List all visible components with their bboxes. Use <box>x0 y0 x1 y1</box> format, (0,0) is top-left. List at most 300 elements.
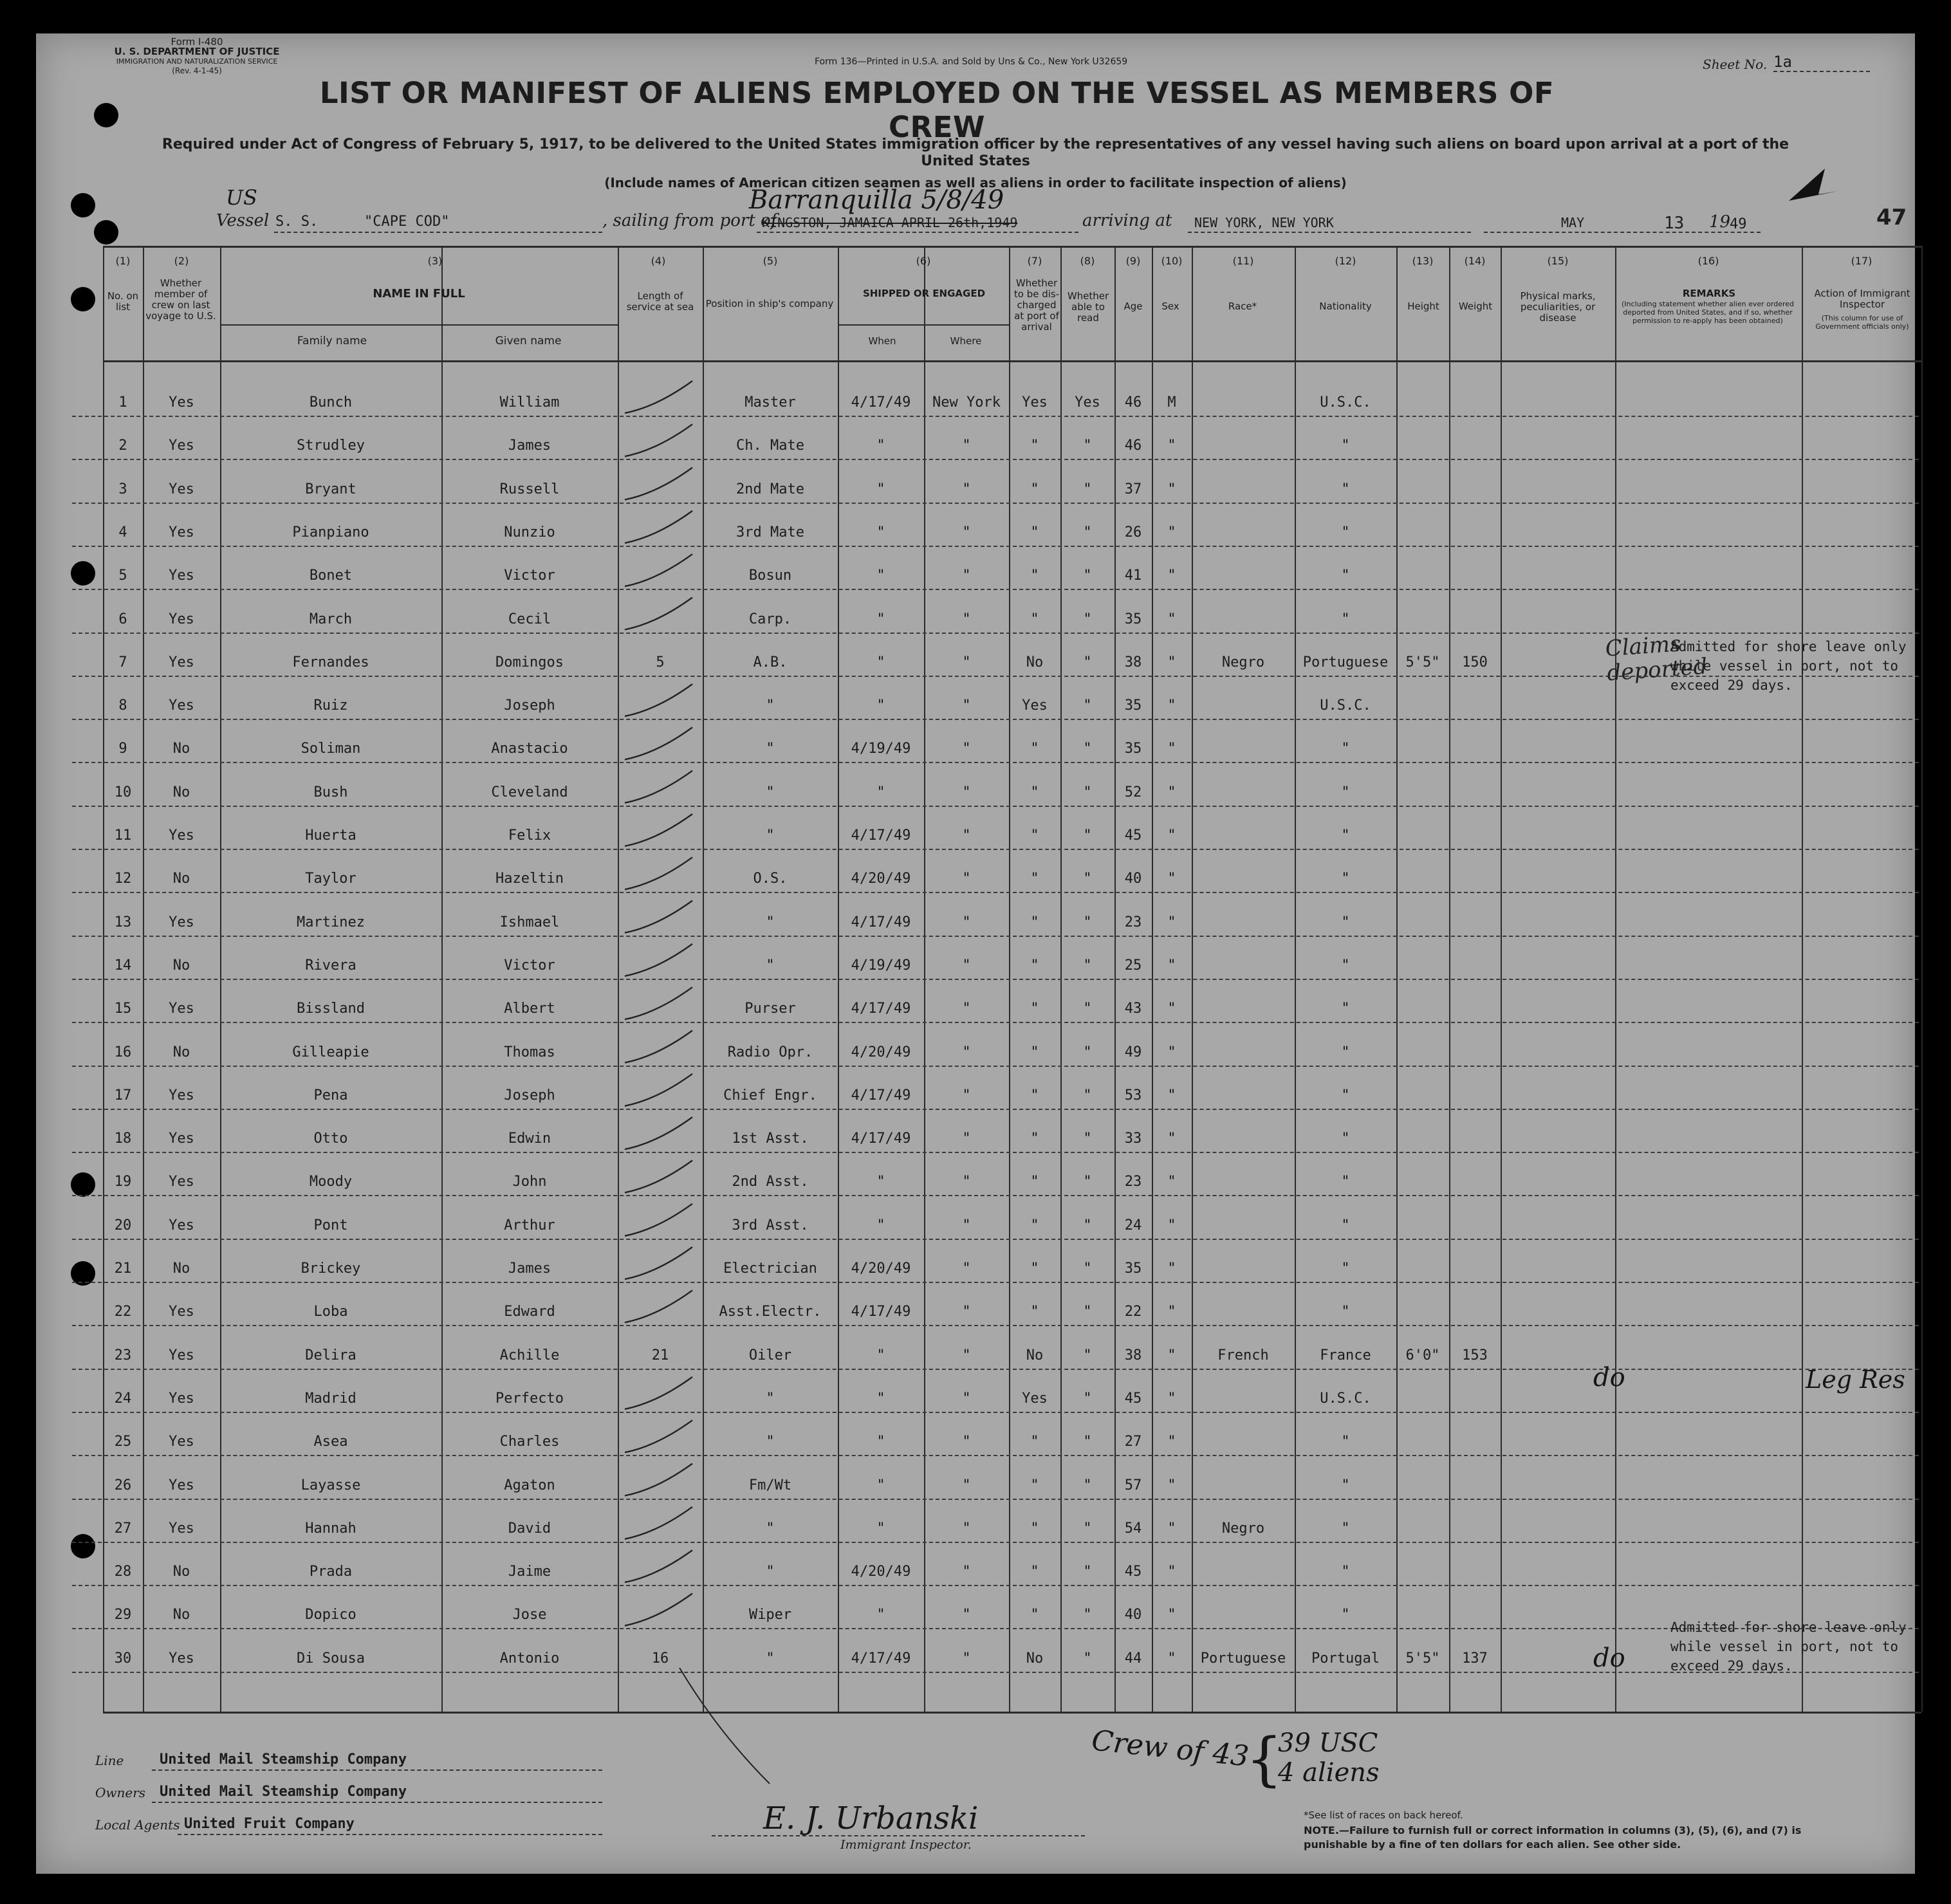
column-number: (6) <box>916 255 931 267</box>
cell-weight: 137 <box>1462 1650 1488 1667</box>
cell-read: " <box>1083 957 1092 974</box>
cell-nationality: " <box>1341 1001 1350 1017</box>
cell-where: " <box>962 568 971 584</box>
cell-prev: Yes <box>169 1477 194 1493</box>
cell-read: " <box>1083 784 1092 800</box>
cell-family: Pont <box>313 1217 348 1234</box>
cell-when: " <box>876 438 885 454</box>
check-mark <box>625 598 692 630</box>
cell-discharged: " <box>1030 1174 1039 1190</box>
sheet-number: 1a <box>1773 53 1870 72</box>
service-name: IMMIGRATION AND NATURALIZATION SERVICE <box>116 57 278 66</box>
cell-discharged: " <box>1030 1131 1039 1147</box>
cell-prev: Yes <box>169 394 194 411</box>
cell-given: James <box>508 438 551 454</box>
cell-no: 5 <box>118 568 127 584</box>
vessel-name: "CAPE COD" <box>364 214 450 230</box>
cell-discharged: No <box>1026 1347 1044 1363</box>
cell-family: Otto <box>313 1131 348 1147</box>
cell-prev: Yes <box>169 914 194 930</box>
cell-given: Joseph <box>504 698 555 714</box>
cell-read: " <box>1083 1347 1092 1363</box>
cell-family: Huerta <box>305 827 356 844</box>
cell-nationality: " <box>1341 611 1350 627</box>
pointer-mark <box>1789 169 1838 201</box>
column-number: (11) <box>1232 255 1254 267</box>
cell-family: Bush <box>313 784 348 800</box>
cell-prev: No <box>172 741 190 757</box>
header-sex: Sex <box>1161 300 1179 312</box>
cell-given: Albert <box>504 1001 555 1017</box>
cell-when: " <box>876 698 885 714</box>
cell-read: " <box>1083 1650 1092 1667</box>
column-number: (17) <box>1851 255 1872 267</box>
cell-where: " <box>962 1434 971 1450</box>
header-position: Position in ship's company <box>705 298 834 310</box>
header-shipped: SHIPPED OR ENGAGED <box>862 288 986 299</box>
cell-age: 45 <box>1124 827 1142 844</box>
cell-no: 26 <box>114 1477 132 1493</box>
check-mark <box>625 901 692 933</box>
cell-prev: Yes <box>169 1304 194 1320</box>
cell-discharged: " <box>1030 1564 1039 1580</box>
races-note: *See list of races on back hereof. <box>1304 1809 1463 1821</box>
cell-where: " <box>962 1347 971 1363</box>
cell-prev: Yes <box>169 1650 194 1667</box>
column-number: (8) <box>1080 255 1095 267</box>
cell-given: Victor <box>504 957 555 974</box>
cell-nationality: " <box>1341 784 1350 800</box>
cell-discharged: " <box>1030 1520 1039 1537</box>
cell-nationality: " <box>1341 1261 1350 1277</box>
cell-prev: Yes <box>169 1391 194 1407</box>
cell-when: " <box>876 1607 885 1623</box>
vessel-prefix-handwritten: US <box>226 185 257 210</box>
cell-nationality: " <box>1341 1131 1350 1147</box>
cell-sex: " <box>1167 784 1176 800</box>
cell-where: " <box>962 1650 971 1667</box>
cell-family: Dopico <box>305 1607 356 1623</box>
cell-no: 25 <box>114 1434 132 1450</box>
cell-where: " <box>962 524 971 541</box>
cell-when: 4/19/49 <box>851 741 911 757</box>
cell-where: " <box>962 611 971 627</box>
penalty-note: NOTE.—Failure to furnish full or correct information in columns (3), (5), (6), and (7) is punishable by a fine of ten dollars for each alien. See other side. <box>1304 1824 1802 1851</box>
cell-given: Jose <box>512 1607 547 1623</box>
cell-age: 37 <box>1124 481 1142 497</box>
cell-sex: " <box>1167 1347 1176 1363</box>
column-number: (9) <box>1125 255 1141 267</box>
cell-sex: M <box>1167 394 1176 411</box>
cell-where: " <box>962 1261 971 1277</box>
cell-given: James <box>508 1261 551 1277</box>
cell-when: " <box>876 1217 885 1234</box>
cell-position: " <box>766 784 775 800</box>
cell-family: Brickey <box>301 1261 361 1277</box>
cell-read: " <box>1083 871 1092 887</box>
cell-where: " <box>962 1564 971 1580</box>
cell-position: O.S. <box>753 871 788 887</box>
cell-discharged: " <box>1030 1217 1039 1234</box>
cell-age: 49 <box>1124 1044 1142 1060</box>
cell-family: Bonet <box>309 568 353 584</box>
cell-given: Edwin <box>508 1131 551 1147</box>
remark-row7-handwritten: Claims deported <box>1604 631 1708 687</box>
cell-no: 30 <box>114 1650 132 1667</box>
column-number: (16) <box>1697 255 1719 267</box>
cell-age: 25 <box>1124 957 1142 974</box>
port-struck: KINGSTON, JAMAICA APRIL 26th,1949 <box>762 215 1018 230</box>
cell-nationality: " <box>1341 1607 1350 1623</box>
cell-when: " <box>876 1434 885 1450</box>
cell-age: 35 <box>1124 611 1142 627</box>
cell-read: " <box>1083 1391 1092 1407</box>
check-mark <box>625 1074 692 1106</box>
cell-given: Nunzio <box>504 524 555 541</box>
cell-position: Radio Opr. <box>727 1044 813 1060</box>
owners-label: Owners <box>95 1785 146 1800</box>
cell-sex: " <box>1167 1520 1176 1537</box>
cell-sex: " <box>1167 1391 1176 1407</box>
check-mark <box>625 771 692 803</box>
cell-nationality: " <box>1341 1304 1350 1320</box>
cell-sex: " <box>1167 1607 1176 1623</box>
header-where: Where <box>950 335 982 347</box>
column-number: (15) <box>1547 255 1569 267</box>
cell-no: 22 <box>114 1304 132 1320</box>
cell-sex: " <box>1167 1477 1176 1493</box>
cell-prev: Yes <box>169 1001 194 1017</box>
agents-value: United Fruit Company <box>184 1816 355 1832</box>
cell-weight: 153 <box>1462 1347 1488 1363</box>
year-prefix: 19 <box>1709 212 1731 232</box>
cell-family: Strudley <box>297 438 365 454</box>
cell-read: " <box>1083 1261 1092 1277</box>
cell-read: " <box>1083 611 1092 627</box>
cell-position: " <box>766 1434 775 1450</box>
cell-discharged: No <box>1026 1650 1044 1667</box>
cell-when: " <box>876 784 885 800</box>
cell-family: Madrid <box>305 1391 356 1407</box>
cell-age: 26 <box>1124 524 1142 541</box>
cell-discharged: No <box>1026 654 1044 670</box>
cell-nationality: " <box>1341 568 1350 584</box>
cell-position: Fm/Wt <box>748 1477 792 1493</box>
cell-sex: " <box>1167 568 1176 584</box>
check-mark <box>625 554 692 586</box>
cell-age: 23 <box>1124 1174 1142 1190</box>
cell-where: " <box>962 1391 971 1407</box>
cell-sex: " <box>1167 1304 1176 1320</box>
revision-date: (Rev. 4-1-45) <box>172 66 222 75</box>
cell-when: 4/20/49 <box>851 1261 911 1277</box>
cell-given: Felix <box>508 827 551 844</box>
cell-where: " <box>962 1477 971 1493</box>
cell-where: " <box>962 1044 971 1060</box>
cell-no: 12 <box>114 871 132 887</box>
remark-row7-typed: Admitted for shore leave only while vessel in port, not to exceed 29 days. <box>1670 639 1907 693</box>
cell-sex: " <box>1167 871 1176 887</box>
check-mark <box>625 424 692 456</box>
cell-read: " <box>1083 524 1092 541</box>
form-subtitle: Required under Act of Congress of February 5, 1917, to be delivered to the United States immigration officer by the representatives of any vessel having such aliens on board upon arrival at a port of the United States <box>162 136 1789 169</box>
check-mark <box>625 1031 692 1063</box>
cell-sex: " <box>1167 1174 1176 1190</box>
cell-nationality: " <box>1341 524 1350 541</box>
cell-age: 46 <box>1124 394 1142 411</box>
header-race: Race* <box>1228 300 1257 312</box>
cell-prev: Yes <box>169 1087 194 1104</box>
cell-family: Layasse <box>301 1477 361 1493</box>
crew-usc-note: 39 USC <box>1278 1728 1378 1758</box>
cell-when: " <box>876 1520 885 1537</box>
cell-where: " <box>962 1131 971 1147</box>
cell-given: Perfecto <box>495 1391 564 1407</box>
cell-prev: Yes <box>169 568 194 584</box>
cell-given: Edward <box>504 1304 555 1320</box>
header-action: Action of Immigrant Inspector <box>1814 288 1910 310</box>
cell-sex: " <box>1167 438 1176 454</box>
column-number: (7) <box>1027 255 1042 267</box>
agents-label: Local Agents <box>95 1817 180 1833</box>
cell-when: 4/20/49 <box>851 871 911 887</box>
header-when: When <box>868 335 896 347</box>
column-number: (14) <box>1464 255 1486 267</box>
column-number: (2) <box>174 255 189 267</box>
cell-weight: 150 <box>1462 654 1488 670</box>
cell-position: " <box>766 741 775 757</box>
crew-count-note: Crew of 43 <box>1090 1724 1251 1773</box>
cell-nationality: U.S.C. <box>1320 1391 1371 1407</box>
cell-family: Bryant <box>305 481 356 497</box>
cell-when: 4/17/49 <box>851 914 911 930</box>
cell-discharged: " <box>1030 871 1039 887</box>
form-title: LIST OR MANIFEST OF ALIENS EMPLOYED ON THE VESSEL AS MEMBERS OF CREW <box>319 76 1555 144</box>
cell-age: 54 <box>1124 1520 1142 1537</box>
cell-given: Ishmael <box>499 914 560 930</box>
cell-position: " <box>766 957 775 974</box>
form-subnote: (Include names of American citizen seamen as well as aliens in order to facilitate inspection of aliens) <box>604 175 1347 190</box>
cell-read: " <box>1083 1304 1092 1320</box>
column-number: (10) <box>1161 255 1183 267</box>
check-mark <box>625 1160 692 1192</box>
cell-nationality: " <box>1341 914 1350 930</box>
cell-nationality: " <box>1341 1477 1350 1493</box>
cell-discharged: " <box>1030 1434 1039 1450</box>
check-mark <box>625 684 692 716</box>
cell-position: Ch. Mate <box>736 438 804 454</box>
cell-given: Antonio <box>499 1650 560 1667</box>
cell-discharged: Yes <box>1022 1391 1048 1407</box>
cell-position: " <box>766 827 775 844</box>
column-number: (1) <box>115 255 131 267</box>
cell-sex: " <box>1167 1087 1176 1104</box>
cell-where: " <box>962 1174 971 1190</box>
cell-family: Di Sousa <box>297 1650 365 1667</box>
header-action-sub: (This column for use of Government officials only) <box>1815 314 1909 331</box>
arrival-month: MAY <box>1561 215 1585 230</box>
cell-race: Negro <box>1221 1520 1265 1537</box>
line-value: United Mail Steamship Company <box>160 1751 407 1768</box>
cell-position: A.B. <box>753 654 788 670</box>
arriving-label: arriving at <box>1082 211 1172 230</box>
cell-prev: No <box>172 1564 190 1580</box>
cell-sex: " <box>1167 611 1176 627</box>
cell-length: 5 <box>656 654 665 670</box>
cell-sex: " <box>1167 957 1176 974</box>
cell-given: Hazeltin <box>495 871 564 887</box>
cell-sex: " <box>1167 654 1176 670</box>
check-mark <box>625 987 692 1019</box>
cell-position: Bosun <box>748 568 792 584</box>
cell-prev: Yes <box>169 524 194 541</box>
cell-family: Bunch <box>309 394 353 411</box>
cell-where: " <box>962 481 971 497</box>
cell-discharged: " <box>1030 784 1039 800</box>
cell-where: " <box>962 1001 971 1017</box>
cell-nationality: " <box>1341 871 1350 887</box>
check-mark <box>625 381 692 413</box>
column-divider <box>1921 246 1923 1712</box>
header-family-name: Family name <box>297 335 367 347</box>
cell-where: " <box>962 741 971 757</box>
cell-given: John <box>512 1174 547 1190</box>
cell-no: 7 <box>118 654 127 670</box>
cell-age: 41 <box>1124 568 1142 584</box>
remark-row30-typed: Admitted for shore leave only while vessel in port, not to exceed 29 days. <box>1670 1620 1907 1674</box>
cell-family: Delira <box>305 1347 356 1363</box>
cell-sex: " <box>1167 1434 1176 1450</box>
cell-nationality: Portuguese <box>1302 654 1389 670</box>
cell-age: 23 <box>1124 914 1142 930</box>
cell-position: Asst.Electr. <box>719 1304 822 1320</box>
cell-prev: Yes <box>169 1520 194 1537</box>
header-weight: Weight <box>1458 300 1493 312</box>
cell-age: 35 <box>1124 741 1142 757</box>
cell-position: Chief Engr. <box>723 1087 817 1104</box>
cell-discharged: " <box>1030 1261 1039 1277</box>
cell-family: Bissland <box>297 1001 365 1017</box>
cell-prev: Yes <box>169 1434 194 1450</box>
cell-given: Cleveland <box>491 784 568 800</box>
cell-when: 4/17/49 <box>851 827 911 844</box>
service-check-marks <box>36 33 1915 1874</box>
cell-when: 4/17/49 <box>851 394 911 411</box>
cell-nationality: " <box>1341 1564 1350 1580</box>
cell-race: French <box>1217 1347 1269 1363</box>
cell-read: " <box>1083 741 1092 757</box>
cell-given: Cecil <box>508 611 551 627</box>
cell-discharged: " <box>1030 741 1039 757</box>
cell-family: Soliman <box>301 741 361 757</box>
cell-race: Negro <box>1221 654 1265 670</box>
cell-no: 20 <box>114 1217 132 1234</box>
cell-when: " <box>876 611 885 627</box>
cell-prev: No <box>172 1607 190 1623</box>
department-name: U. S. DEPARTMENT OF JUSTICE <box>114 46 280 57</box>
cell-nationality: " <box>1341 438 1350 454</box>
cell-discharged: " <box>1030 1087 1039 1104</box>
sailing-label: , sailing from port of <box>602 211 777 230</box>
cell-read: " <box>1083 1087 1092 1104</box>
cell-no: 23 <box>114 1347 132 1363</box>
cell-read: " <box>1083 914 1092 930</box>
port-handwritten: Barranquilla 5/8/49 <box>749 185 1004 215</box>
cell-given: Russell <box>499 481 560 497</box>
cell-no: 10 <box>114 784 132 800</box>
cell-given: Thomas <box>504 1044 555 1060</box>
cell-given: Arthur <box>504 1217 555 1234</box>
cell-prev: Yes <box>169 481 194 497</box>
cell-no: 14 <box>114 957 132 974</box>
cell-no: 18 <box>114 1131 132 1147</box>
cell-sex: " <box>1167 1650 1176 1667</box>
cell-nationality: " <box>1341 1044 1350 1060</box>
cell-prev: Yes <box>169 698 194 714</box>
cell-position: " <box>766 698 775 714</box>
cell-given: David <box>508 1520 551 1537</box>
header-length-service: Length of service at sea <box>626 290 694 313</box>
cell-no: 16 <box>114 1044 132 1060</box>
cell-where: " <box>962 654 971 670</box>
cell-no: 11 <box>114 827 132 844</box>
cell-family: March <box>309 611 353 627</box>
cell-prev: No <box>172 784 190 800</box>
cell-sex: " <box>1167 524 1176 541</box>
cell-read: " <box>1083 1520 1092 1537</box>
cell-age: 45 <box>1124 1391 1142 1407</box>
cell-read: " <box>1083 1434 1092 1450</box>
header-nationality: Nationality <box>1319 300 1372 312</box>
cell-discharged: Yes <box>1022 698 1048 714</box>
cell-sex: " <box>1167 914 1176 930</box>
cell-read: " <box>1083 1477 1092 1493</box>
cell-discharged: " <box>1030 524 1039 541</box>
column-number: (4) <box>651 255 666 267</box>
check-mark <box>625 944 692 976</box>
cell-sex: " <box>1167 1131 1176 1147</box>
cell-given: Anastacio <box>491 741 568 757</box>
cell-when: " <box>876 1347 885 1363</box>
cell-position: " <box>766 1564 775 1580</box>
cell-discharged: " <box>1030 1001 1039 1017</box>
cell-prev: Yes <box>169 1217 194 1234</box>
cell-position: 3rd Asst. <box>732 1217 809 1234</box>
cell-age: 27 <box>1124 1434 1142 1450</box>
sheet-label: Sheet No. <box>1703 57 1768 72</box>
cell-age: 35 <box>1124 1261 1142 1277</box>
cell-length: 21 <box>651 1347 669 1363</box>
cell-no: 17 <box>114 1087 132 1104</box>
cell-no: 9 <box>118 741 127 757</box>
cell-where: " <box>962 1304 971 1320</box>
cell-position: Oiler <box>748 1347 792 1363</box>
check-mark <box>625 814 692 846</box>
cell-sex: " <box>1167 827 1176 844</box>
cell-when: 4/20/49 <box>851 1044 911 1060</box>
cell-read: " <box>1083 698 1092 714</box>
cell-when: " <box>876 1477 885 1493</box>
column-number: (3) <box>427 255 443 267</box>
check-mark <box>625 468 692 500</box>
cell-where: " <box>962 438 971 454</box>
form-number: Form I-480 <box>171 36 223 48</box>
cell-given: Domingos <box>495 654 564 670</box>
check-mark <box>625 511 692 543</box>
cell-where: " <box>962 957 971 974</box>
cell-family: Pianpiano <box>292 524 369 541</box>
cell-no: 15 <box>114 1001 132 1017</box>
